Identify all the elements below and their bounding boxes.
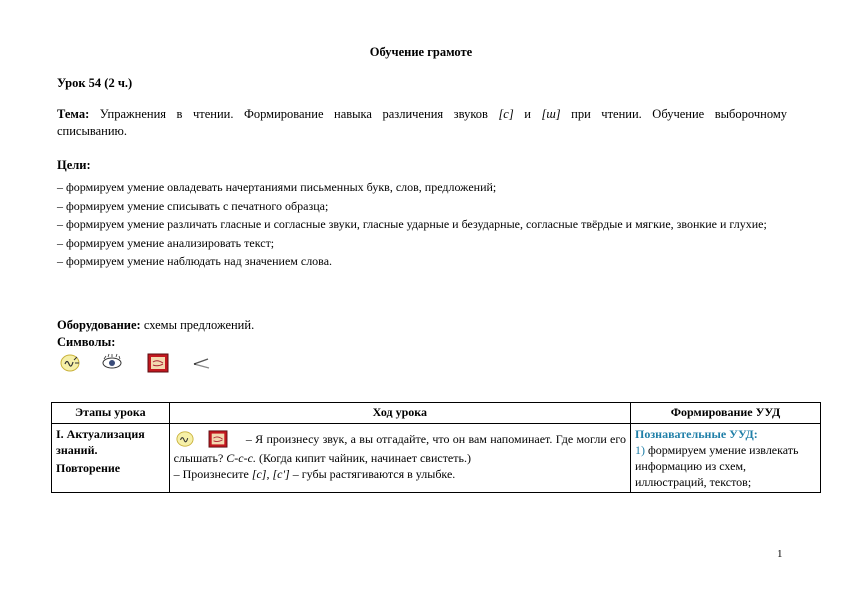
course-sound: С-с-с. [226,451,256,465]
page-number: 1 [777,548,783,560]
stage-subtitle: Повторение [56,461,121,475]
goals-list [57,178,787,271]
goal-item: – формируем умение овладевать начертаниями письменных букв, слов, предложений; [57,180,497,194]
page-title: Обучение грамоте [369,45,473,59]
lesson-table [51,402,821,493]
topic-sound-1: [с] [498,107,514,121]
topic-text-2: и [513,107,542,121]
topic-text-3: при чтении. Обучение выборочному списыванию. [57,107,787,138]
topic-text-1: Упражнения в чтении. Формирование навыка различения звуков [89,107,499,121]
lesson-number: Урок 54 (2 ч.) [57,76,133,90]
course-cell [169,424,630,493]
uud-title: Познавательные УУД: [635,427,758,441]
table-header-cell: Этапы урока [52,403,170,424]
symbols-title: Символы: [57,335,116,349]
book-icon [147,353,169,377]
pen-icon [191,353,213,377]
goal-item: – формируем умение различать гласные и согласные звуки, гласные ударные и безударные, согласные твёрдые и мягкие, звонкие и глухие; [57,217,767,231]
equipment-label: Оборудование: [57,318,141,332]
topic-label: Тема: [57,107,90,121]
course-text-3c: – губы растягиваются в улыбке. [289,467,456,481]
stage-cell [52,424,170,493]
lesson-topic [57,106,787,140]
goal-item: – формируем умение анализировать текст; [57,235,275,250]
uud-cell [631,424,821,493]
course-sounds: [с], [с'] [251,467,290,481]
course-text-1: – Я произнесу звук, а вы отгадайте, что он вам напоминает. Где могли его слышать? [173,431,626,465]
symbols-row [57,353,257,375]
course-text-2: (Когда кипит чайник, начинает свистеть.) [255,451,471,465]
book-icon [207,430,229,452]
equipment-text: схемы предложений. [140,318,255,332]
table-header-row [52,403,821,424]
goals-title: Цели: [57,158,91,172]
eye-icon [101,353,123,377]
table-row [52,424,821,493]
stage-title: I. Актуализация знаний. [56,427,145,457]
equipment [57,318,254,333]
goal-item: – формируем умение списывать с печатного образца; [57,198,329,213]
speech-icon [174,430,196,452]
table-header-cell: Ход урока [169,403,630,424]
uud-description: формируем умение извлекать информацию из схем, иллюстраций, текстов; [635,443,799,489]
uud-text [635,442,816,490]
goal-item: – формируем умение наблюдать над значением слова. [57,254,333,268]
uud-number: 1) [635,443,645,457]
topic-sound-2: [ш] [541,107,561,121]
speech-icon [59,353,81,377]
course-text-3a: – Произнесите [173,467,252,481]
course-icons [174,430,237,450]
table-header-cell: Формирование УУД [631,403,821,424]
